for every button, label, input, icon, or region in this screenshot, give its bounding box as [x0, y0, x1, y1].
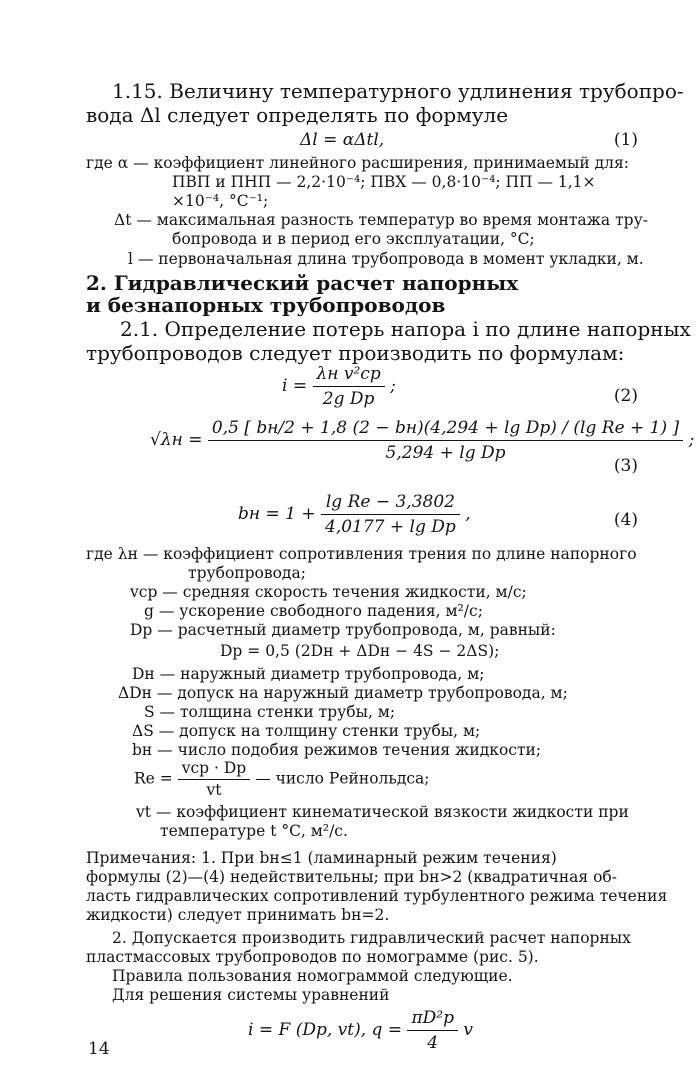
formula-4-numerator: lg Re − 3,3802: [321, 492, 460, 515]
formula-2-fraction: [313, 364, 385, 409]
definition-line: где λн — коэффициент сопротивления трения по длине напорного: [86, 545, 637, 563]
where-1-b: ПВП и ПНП — 2,2·10⁻⁴; ПВХ — 0,8·10⁻⁴; ПП — 1,1×: [172, 173, 596, 191]
definition-line: vt — коэффициент кинематической вязкости жидкости при: [136, 803, 629, 821]
definition-line: ΔDн — допуск на наружный диаметр трубопровода, м;: [118, 684, 568, 702]
para-1-15-line-1: 1.15. Величину температурного удлинения трубопро-: [112, 79, 684, 103]
formula-2-denominator: 2g Dр: [322, 389, 375, 409]
where-1-c: ×10⁻⁴, °С⁻¹;: [172, 192, 269, 210]
formula-system-numerator: πD²р: [407, 1008, 458, 1031]
where-1-a: где α — коэффициент линейного расширения, принимаемый для:: [86, 154, 629, 172]
equation-number-2: (2): [613, 386, 638, 406]
where-1-e: бопровода и в период его эксплуатации, °С;: [172, 230, 535, 248]
para-1-15-line-2: вода Δl следует определять по формуле: [86, 103, 509, 127]
note-1-line-3: ласть гидравлических сопротивлений турбулентного режима течения: [86, 887, 668, 905]
definition-formula-dp: Dр = 0,5 (2Dн + ΔDн − 4S − 2ΔS);: [220, 642, 500, 660]
note-1-line-2: формулы (2)—(4) недействительны; при bн>2 (квадратичная об-: [86, 868, 618, 886]
page-number: 14: [88, 1039, 110, 1059]
note-1-line-4: жидкости) следует принимать bн=2.: [86, 906, 390, 924]
definition-line: Dн — наружный диаметр трубопровода, м;: [132, 665, 485, 683]
reynolds-numerator: vср · Dр: [178, 760, 251, 780]
definition-line: ΔS — допуск на толщину стенки трубы, м;: [132, 722, 481, 740]
note-1-line-1: Примечания: 1. При bн≤1 (ламинарный режим течения): [86, 849, 557, 867]
formula-system-right: v: [463, 1020, 473, 1040]
definition-line: температуре t °С, м²/с.: [160, 822, 348, 840]
formula-3: [150, 418, 694, 463]
formula-system-denominator: 4: [427, 1033, 439, 1053]
where-1-d: Δt — максимальная разность температур во время монтажа тру-: [114, 211, 648, 229]
definition-line: Dр — расчетный диаметр трубопровода, м, равный:: [130, 621, 556, 639]
para-2-1-line-2: трубопроводов следует производить по формулам:: [86, 341, 625, 365]
para-2-1-line-1: 2.1. Определение потерь напора i по длине напорных: [120, 317, 691, 341]
formula-3-fraction: [208, 418, 683, 463]
formula-4-fraction: [321, 492, 460, 537]
note-3: Правила пользования номограммой следующие.: [112, 967, 513, 985]
definition-line: g — ускорение свободного падения, м²/с;: [144, 602, 483, 620]
formula-2: [282, 364, 396, 409]
formula-1: Δl = αΔtl,: [300, 130, 385, 150]
reynolds-left: Re =: [134, 769, 173, 788]
formula-3-denominator: 5,294 + lg Dр: [385, 443, 506, 463]
definition-line: vср — средняя скорость течения жидкости, м/с;: [130, 583, 527, 601]
formula-system: [248, 1008, 473, 1053]
section-heading-line-2: и безнапорных трубопроводов: [86, 293, 446, 317]
definition-line: bн — число подобия режимов течения жидкости;: [132, 741, 542, 759]
note-2-line-1: 2. Допускается производить гидравлический расчет напорных: [112, 929, 631, 947]
formula-3-left: √λн =: [150, 430, 203, 450]
formula-3-numerator: 0,5 [ bн/2 + 1,8 (2 − bн)(4,294 + lg Dр) / (lg Re + 1) ]: [208, 418, 683, 441]
equation-number-1: (1): [613, 130, 638, 150]
equation-number-4: (4): [613, 510, 638, 530]
formula-2-tail: ;: [390, 376, 396, 396]
formula-system-fraction: [407, 1008, 458, 1053]
formula-2-numerator: λн v²ср: [313, 364, 385, 387]
reynolds-denominator: vt: [206, 781, 222, 800]
formula-4: [238, 492, 471, 537]
reynolds-fraction: [178, 760, 251, 799]
section-heading-line-1: 2. Гидравлический расчет напорных: [86, 271, 519, 295]
formula-4-left: bн = 1 +: [238, 504, 316, 524]
where-1-f: l — первоначальная длина трубопровода в момент укладки, м.: [128, 250, 644, 268]
formula-4-tail: ,: [465, 504, 471, 524]
formula-4-denominator: 4,0177 + lg Dр: [325, 517, 456, 537]
equation-number-3: (3): [613, 456, 638, 476]
definition-line: S — толщина стенки трубы, м;: [144, 703, 396, 721]
formula-system-left: i = F (Dр, vt), q =: [248, 1020, 403, 1040]
note-2-line-2: пластмассовых трубопроводов по номограмме (рис. 5).: [86, 948, 539, 966]
formula-3-tail: ;: [688, 430, 695, 450]
formula-2-left: i =: [282, 376, 308, 396]
note-4: Для решения системы уравнений: [112, 986, 390, 1004]
reynolds-definition: [134, 760, 430, 799]
definition-line: трубопровода;: [188, 564, 306, 582]
reynolds-right: — число Рейнольдса;: [255, 769, 430, 788]
